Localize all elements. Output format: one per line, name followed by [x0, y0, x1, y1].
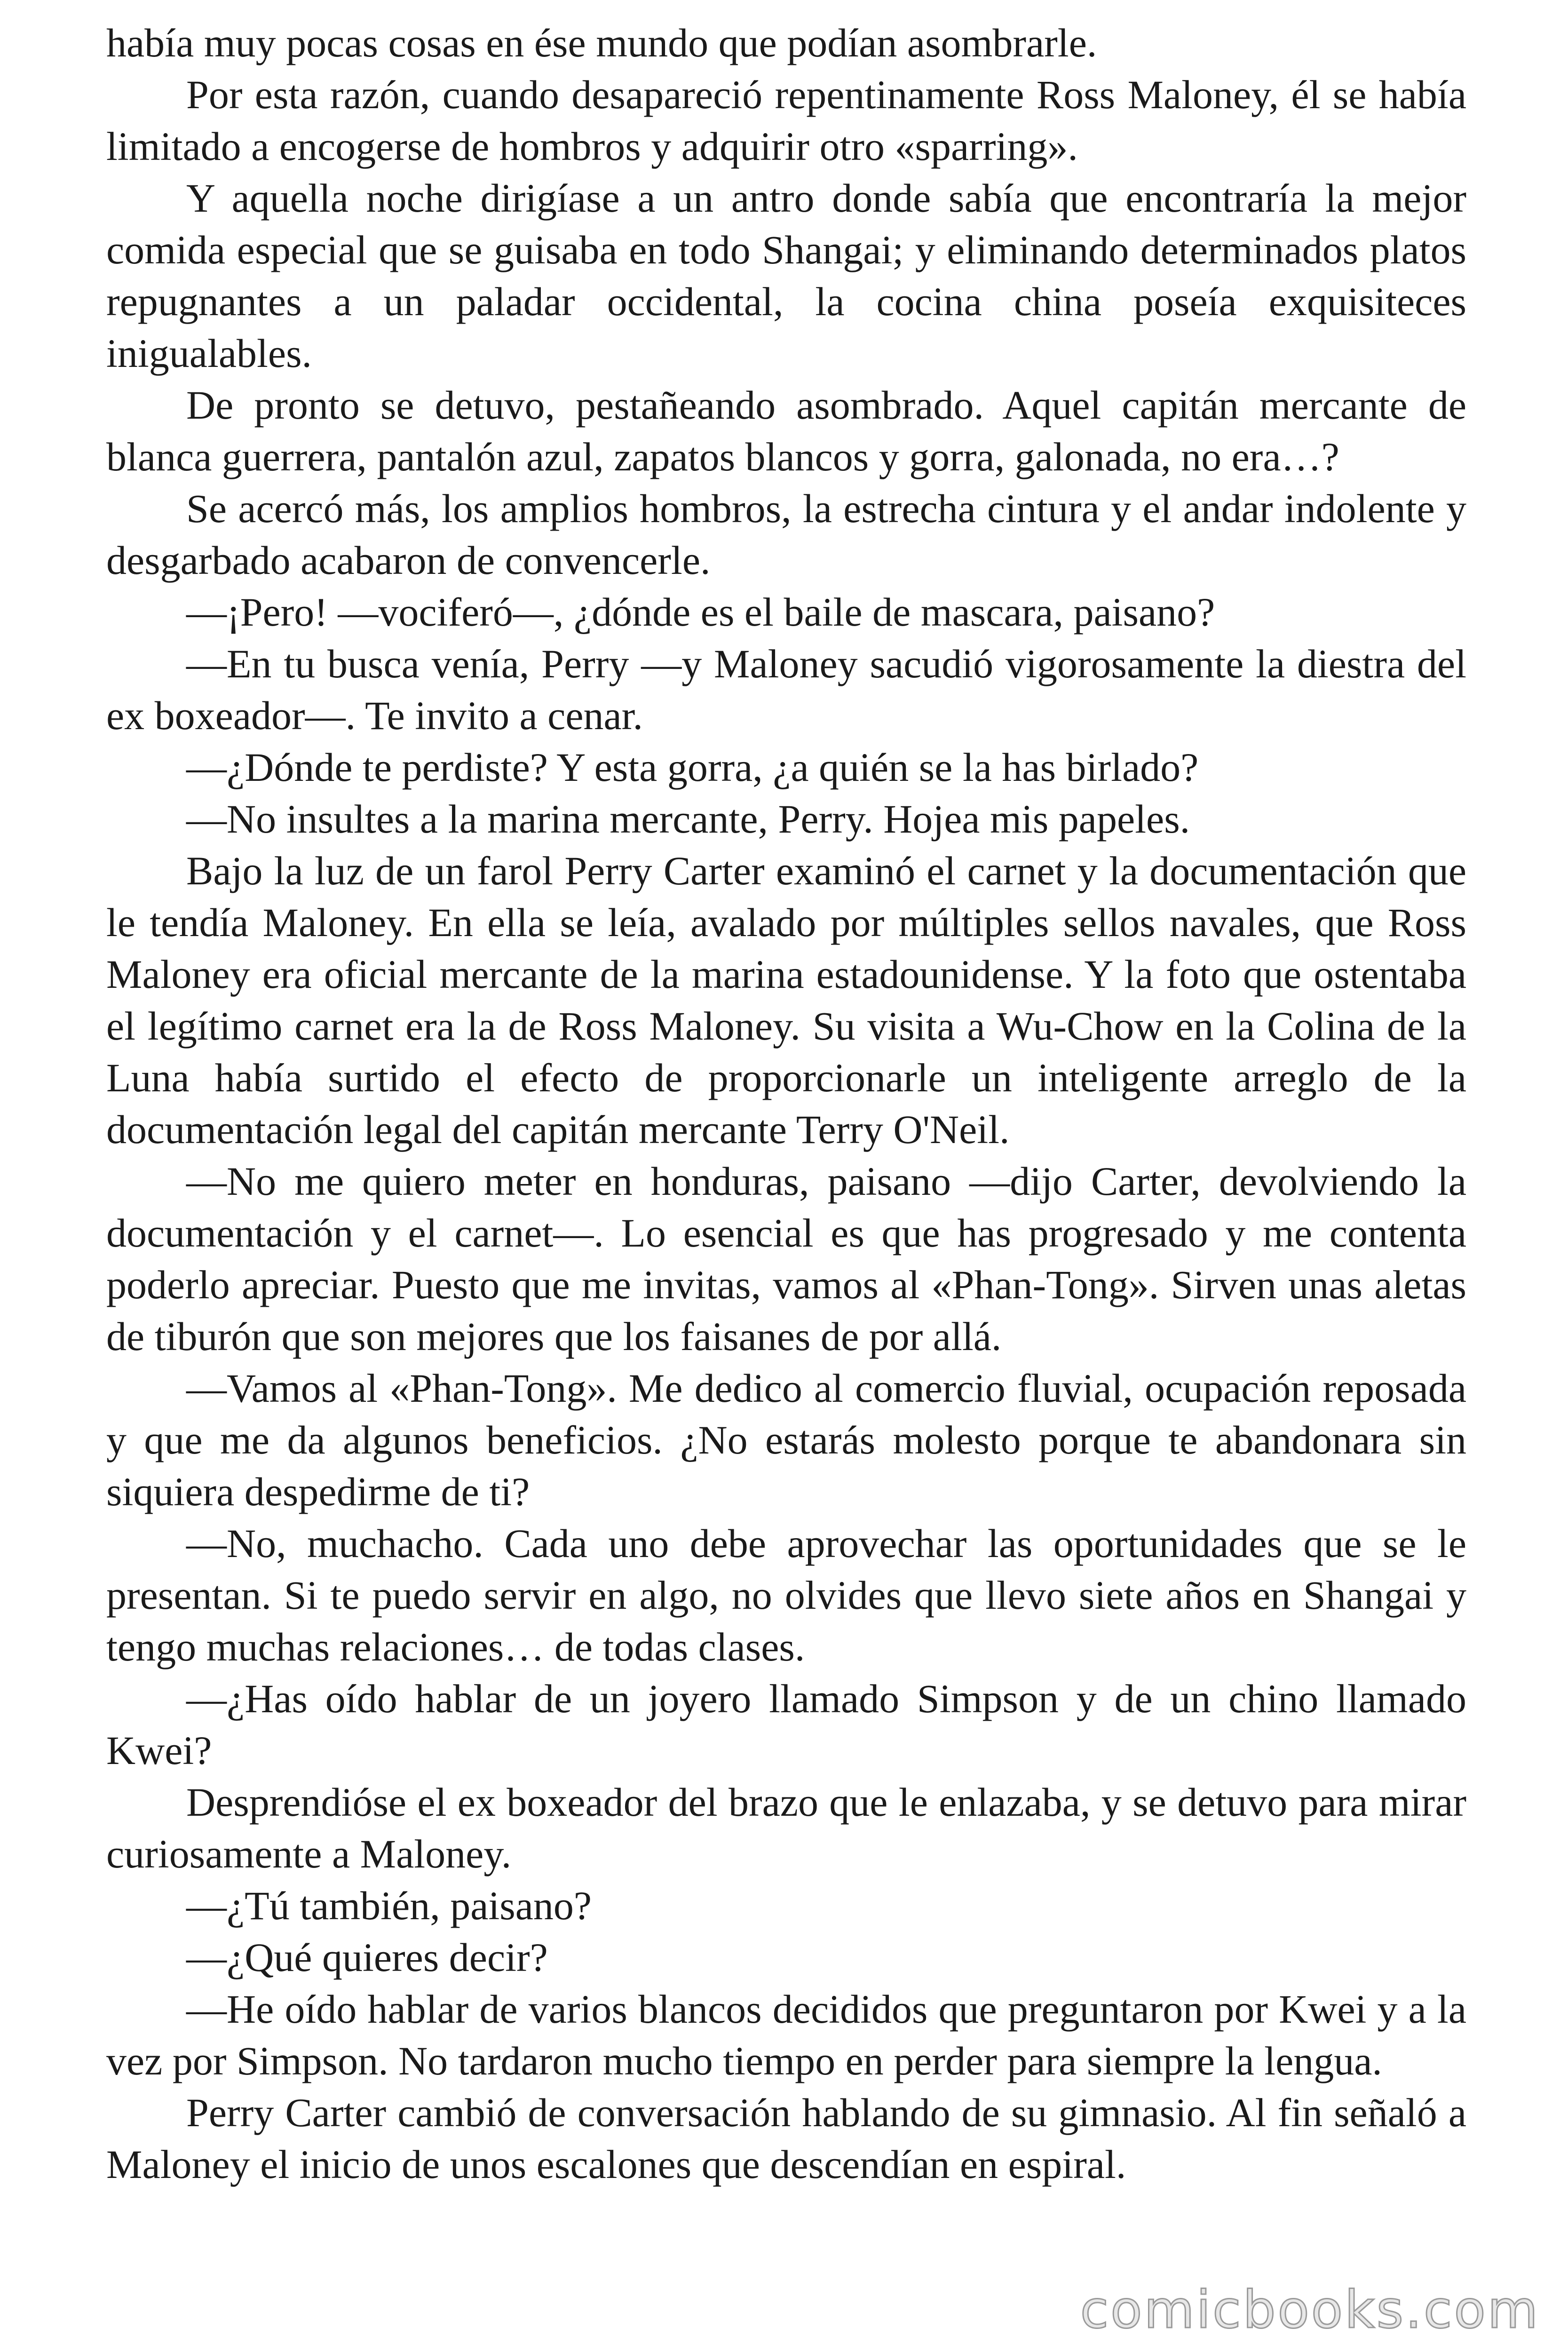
paragraph-5: Se acercó más, los amplios hombros, la estrecha cintura y el andar indolente y desgarbado acabaron de convencerle. — [106, 486, 1466, 583]
paragraph-3: Y aquella noche dirigíase a un antro donde sabía que encontraría la mejor comida especial que se guisaba en todo Shangai; y eliminando determinados platos repugnantes a un paladar occidental, la cocina china poseía exquisiteces inigualables. — [106, 175, 1466, 376]
paragraph-1: había muy pocas cosas en ése mundo que podían asombrarle. — [106, 20, 1097, 65]
paragraph-17: —¿Qué quieres decir? — [186, 1935, 548, 1980]
paragraph-14: —¿Has oído hablar de un joyero llamado Simpson y de un chino llamado Kwei? — [106, 1676, 1466, 1773]
paragraph-2: Por esta razón, cuando desapareció repentinamente Ross Maloney, él se había limitado a encogerse de hombros y adquirir otro «sparring». — [106, 72, 1466, 169]
paragraph-15: Desprendióse el ex boxeador del brazo que le enlazaba, y se detuvo para mirar curiosamente a Maloney. — [106, 1780, 1466, 1876]
paragraph-18: —He oído hablar de varios blancos decididos que preguntaron por Kwei y a la vez por Simpson. No tardaron mucho tiempo en perder para siempre la lengua. — [106, 1986, 1466, 2083]
paragraph-11: —No me quiero meter en honduras, paisano —dijo Carter, devolviendo la documentación y el carnet—. Lo esencial es que has progresado y me contenta poderlo apreciar. Puesto que me invitas, vamos al «Phan-Tong». Sirven unas aletas de tiburón que son mejores que los faisanes de por allá. — [106, 1159, 1466, 1359]
paragraph-6: —¡Pero! —vociferó—, ¿dónde es el baile de mascara, paisano? — [186, 589, 1215, 635]
paragraph-4: De pronto se detuvo, pestañeando asombrado. Aquel capitán mercante de blanca guerrera, pantalón azul, zapatos blancos y gorra, galonada, no era…? — [106, 382, 1466, 479]
paragraph-9: —No insultes a la marina mercante, Perry. Hojea mis papeles. — [186, 796, 1190, 842]
paragraph-10: Bajo la luz de un farol Perry Carter examinó el carnet y la documentación que le tendía Maloney. En ella se leía, avalado por múltiples sellos navales, que Ross Maloney era oficial mercante de la marina estadounidense. Y la foto que ostentaba el legítimo carnet era la de Ross Maloney. Su visita a Wu-Chow en la Colina de la Luna había surtido el efecto de proporcionarle un inteligente arreglo de la documentación legal del capitán mercante Terry O'Neil. — [106, 848, 1466, 1152]
book-page-text — [106, 17, 1466, 2190]
paragraph-8: —¿Dónde te perdiste? Y esta gorra, ¿a quién se la has birlado? — [186, 745, 1199, 790]
paragraph-12: —Vamos al «Phan-Tong». Me dedico al comercio fluvial, ocupación reposada y que me da algunos beneficios. ¿No estarás molesto porque te abandonara sin siquiera despedirme de ti? — [106, 1366, 1466, 1514]
paragraph-13: —No, muchacho. Cada uno debe aprovechar las oportunidades que se le presentan. Si te puedo servir en algo, no olvides que llevo siete años en Shangai y tengo muchas relaciones… de todas clases. — [106, 1521, 1466, 1669]
paragraph-19: Perry Carter cambió de conversación hablando de su gimnasio. Al fin señaló a Maloney el inicio de unos escalones que descendían en espiral. — [106, 2090, 1466, 2187]
paragraph-16: —¿Tú también, paisano? — [186, 1883, 592, 1928]
paragraph-7: —En tu busca venía, Perry —y Maloney sacudió vigorosamente la diestra del ex boxeador—. Te invito a cenar. — [106, 641, 1466, 738]
site-watermark: comicbooks.com — [1080, 2280, 1540, 2340]
